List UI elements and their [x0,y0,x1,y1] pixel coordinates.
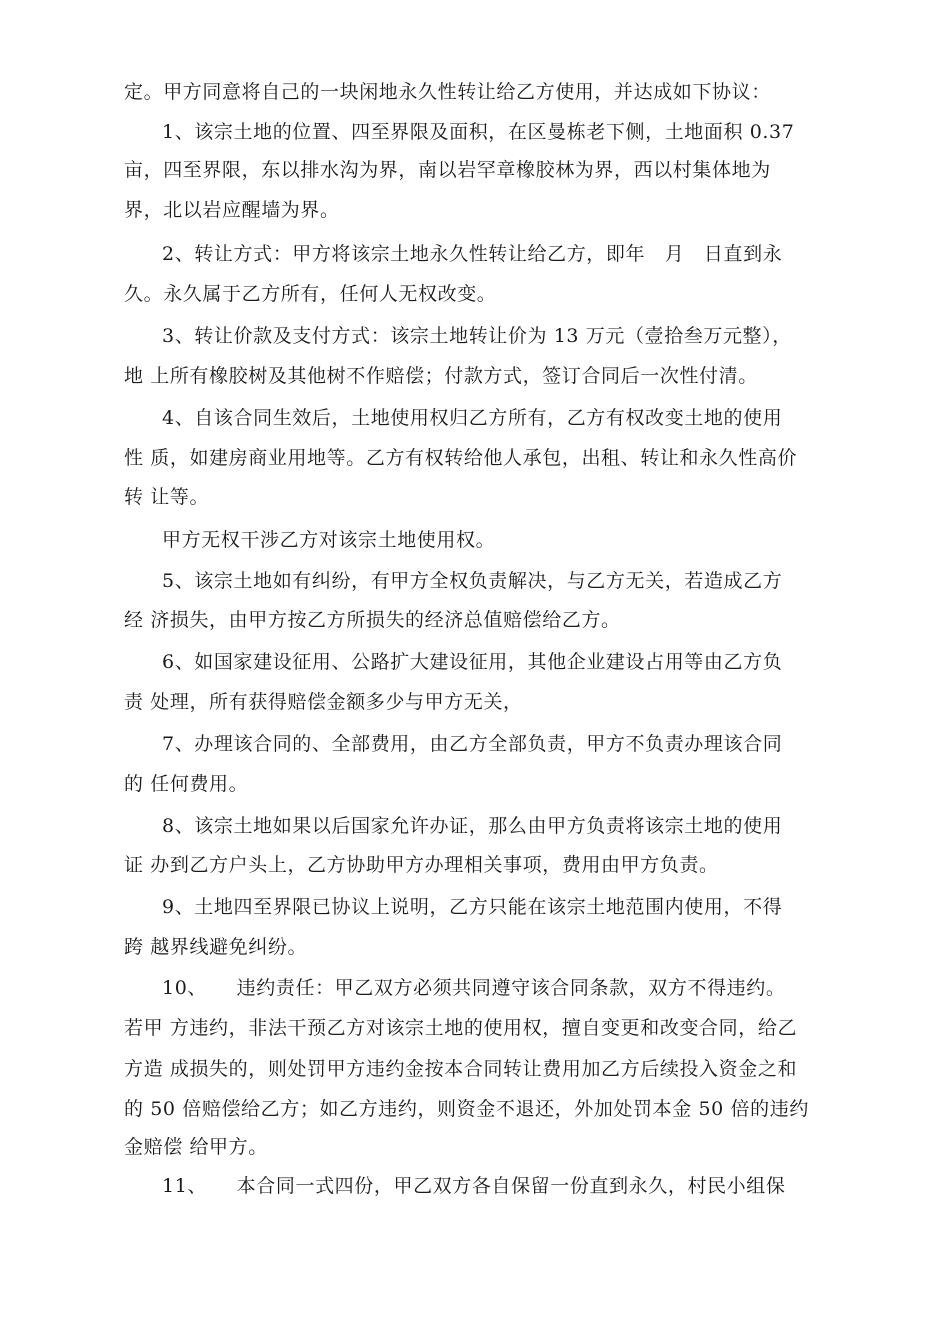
text-line: 方造 成损失的，则处罚甲方违约金按本合同转让费用加乙方后续投入资金之和 [124,1058,798,1080]
text-line: 性 质，如建房商业用地等。乙方有权转给他人承包，出租、转让和永久性高价 [124,447,798,469]
text-line: 证 办到乙方户头上，乙方协助甲方办理相关事项，费用由甲方负责。 [124,854,719,876]
clause-8-line: 8、该宗土地如果以后国家允许办证，那么由甲方负责将该宗土地的使用 [162,815,783,837]
text-line: 金赔偿 给甲方。 [124,1136,268,1158]
text-line: 地 上所有橡胶树及其他树不作赔偿；付款方式，签订合同后一次性付清。 [124,365,758,387]
text-line: 经 济损失，由甲方按乙方所损失的经济总值赔偿给乙方。 [124,609,621,631]
clause-6-line: 6、如国家建设征用、公路扩大建设征用，其他企业建设占用等由乙方负 [162,651,783,673]
paragraph-line: 甲方无权干涉乙方对该宗土地使用权。 [162,529,496,551]
text-line: 的 50 倍赔偿给乙方；如乙方违约，则资金不退还，外加处罚本金 50 倍的违约 [124,1098,809,1120]
clause-5-line: 5、该宗土地如有纠纷，有甲方全权负责解决，与乙方无关，若造成乙方 [162,570,783,592]
text-line: 久。永久属于乙方所有，任何人无权改变。 [124,283,497,305]
text-line: 界，北以岩应醒墙为界。 [124,199,340,221]
clause-7-line: 7、办理该合同的、全部费用，由乙方全部负责，甲方不负责办理该合同 [162,733,783,755]
clause-9-line: 9、土地四至界限已协议上说明，乙方只能在该宗土地范围内使用，不得 [162,896,783,918]
text-line: 责 处理，所有获得赔偿金额多少与甲方无关， [124,691,523,713]
clause-11-line: 11、 本合同一式四份，甲乙双方各自保留一份直到永久，村民小组保 [162,1175,786,1197]
clause-10-line: 10、 违约责任：甲乙双方必须共同遵守该合同条款，双方不得违约。 [162,977,786,999]
text-line: 跨 越界线避免纠纷。 [124,936,308,958]
text-line: 亩，四至界限，东以排水沟为界，南以岩罕章橡胶林为界，西以村集体地为 [124,159,771,181]
clause-1-line: 1、该宗土地的位置、四至界限及面积，在区曼栋老下侧，土地面积 0.37 [162,121,795,143]
clause-3-line: 3、转让价款及支付方式：该宗土地转让价为 13 万元（壹拾叁万元整）， [162,325,792,347]
text-line: 的 任何费用。 [124,773,249,795]
clause-2-line: 2、转让方式：甲方将该宗土地永久性转让给乙方，即年 月 日直到永 [162,243,783,265]
text-line: 转 让等。 [124,486,210,508]
text-line: 若甲 方违约，非法干预乙方对该宗土地的使用权，擅自变更和改变合同，给乙 [124,1017,798,1039]
text-line: 定。甲方同意将自己的一块闲地永久性转让给乙方使用，并达成如下协议： [124,81,771,103]
clause-4-line: 4、自该合同生效后，土地使用权归乙方所有，乙方有权改变土地的使用 [162,407,783,429]
